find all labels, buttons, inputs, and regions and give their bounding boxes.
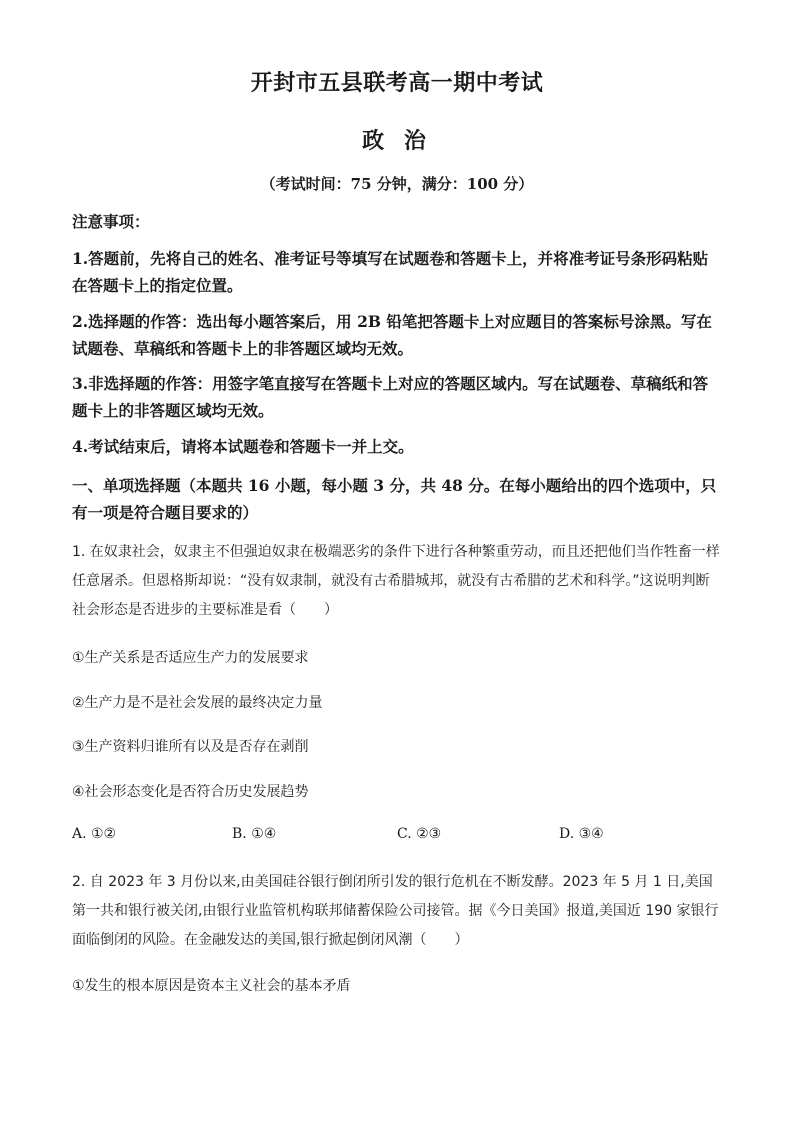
notice-item-3: 3.非选择题的作答：用签字笔直接写在答题卡上对应的答题区域内。写在试题卷、草稿纸和答题卡上的非答题区域均无效。 bbox=[72, 374, 709, 420]
exam-info: （考试时间：75 分钟，满分：100 分） bbox=[260, 175, 534, 193]
q1-option-d: D. ③④ bbox=[559, 826, 604, 842]
q1-option-c: C. ②③ bbox=[397, 826, 442, 842]
notice-heading: 注意事项： bbox=[72, 212, 150, 231]
q1-stem: 1. 在奴隶社会，奴隶主不但强迫奴隶在极端恶劣的条件下进行各种繁重劳动，而且还把他们当作牲畜一样任意屠杀。但恩格斯却说：“没有奴隶制，就没有古希腊城邦，就没有古希腊的艺术和科学。”这说明判断社会形态是否进步的主要标准是看（ ） bbox=[72, 544, 720, 618]
section1-heading: 一、单项选择题（本题共 16 小题，每小题 3 分，共 48 分。在每小题给出的四个选项中，只有一项是符合题目要求的） bbox=[72, 476, 717, 522]
q1-statement-2: ②生产力是不是社会发展的最终决定力量 bbox=[72, 695, 323, 711]
q1-option-a: A. ①② bbox=[72, 826, 117, 842]
q1-option-b: B. ①④ bbox=[232, 826, 277, 842]
q1-statement-4: ④社会形态变化是否符合历史发展趋势 bbox=[72, 784, 309, 800]
q1-statement-1: ①生产关系是否适应生产力的发展要求 bbox=[72, 650, 309, 666]
exam-title: 开封市五县联考高一期中考试 bbox=[250, 70, 544, 96]
subject-title: 政 治 bbox=[362, 128, 432, 154]
notice-item-2: 2.选择题的作答：选出每小题答案后，用 2B 铅笔把答题卡上对应题目的答案标号涂黑。写在试题卷、草稿纸和答题卡上的非答题区域均无效。 bbox=[72, 312, 712, 358]
q2-statement-1: ①发生的根本原因是资本主义社会的基本矛盾 bbox=[72, 978, 351, 994]
notice-item-4: 4.考试结束后，请将本试题卷和答题卡一并上交。 bbox=[72, 437, 414, 456]
q1-options bbox=[72, 826, 722, 848]
q2-stem: 2. 自 2023 年 3 月份以来,由美国硅谷银行倒闭所引发的银行危机在不断发酵。2023 年 5 月 1 日,美国第一共和银行被关闭,由银行业监管机构联邦储蓄保险公司接管。据《今日美国》报道,美国近 190 家银行面临倒闭的风险。在金融发达的美国,银行掀起倒闭风潮（ ） bbox=[72, 874, 719, 948]
q1-statement-3: ③生产资料归谁所有以及是否存在剥削 bbox=[72, 739, 309, 755]
notice-item-1: 1.答题前，先将自己的姓名、准考证号等填写在试题卷和答题卡上，并将准考证号条形码粘贴在答题卡上的指定位置。 bbox=[72, 249, 709, 295]
